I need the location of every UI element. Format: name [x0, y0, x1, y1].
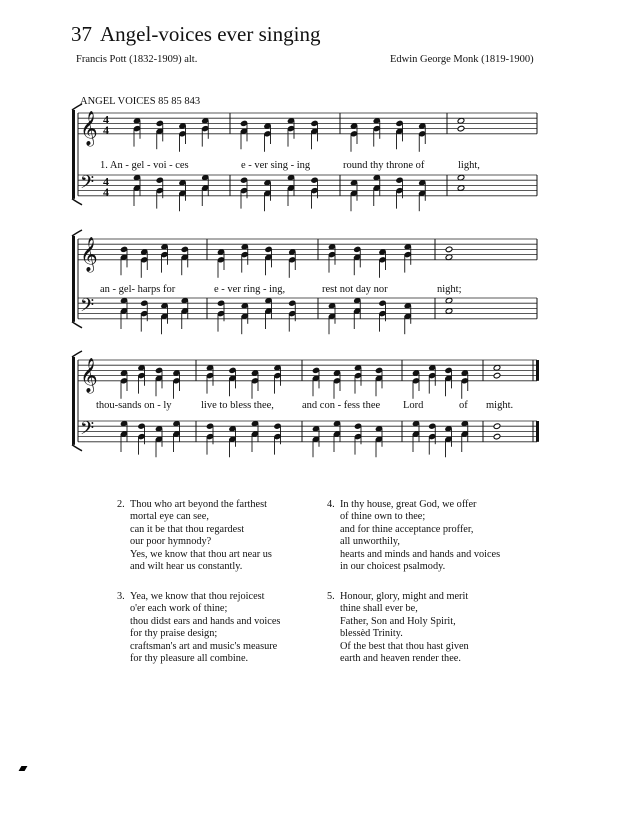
- verse-number: 2.: [117, 499, 125, 510]
- lyric-phrase: an - gel- harps for: [100, 284, 176, 295]
- verse-line: 3. Yea, we know that thou rejoicest: [117, 591, 265, 602]
- verse-line: and for thine acceptance proffer,: [340, 523, 474, 535]
- verse-line: 4. In thy house, great God, we offer: [327, 499, 477, 510]
- verse-number: 4.: [327, 499, 335, 510]
- verse-line: for thy pleasure all combine.: [130, 653, 249, 665]
- verse-line: o'er each work of thine;: [130, 603, 228, 615]
- lyric-phrase: might.: [486, 400, 514, 411]
- verse-line: all unworthily,: [340, 536, 400, 548]
- verse-line: 2. Thou who art beyond the farthest: [117, 499, 267, 510]
- lyric-phrase: Lord: [403, 400, 424, 411]
- svg-text:𝄞: 𝄞: [80, 236, 98, 272]
- hymn-title: Angel-voices ever singing: [100, 22, 321, 46]
- lyric-phrase: e - ver sing - ing: [241, 160, 311, 171]
- lyric-phrase: night;: [437, 284, 462, 295]
- verse-line: mortal eye can see,: [130, 511, 209, 523]
- svg-text:4: 4: [103, 122, 109, 137]
- verse-line: in our choicest psalmody.: [340, 561, 446, 573]
- verse-line: thou didst ears and hands and voices: [130, 615, 281, 627]
- verse-2: [117, 499, 272, 573]
- verse-line: can it be that thou regardest: [130, 523, 245, 535]
- verse-4: [327, 499, 500, 573]
- verse-line: Father, Son and Holy Spirit,: [340, 615, 456, 627]
- hymn-number: 37: [71, 22, 92, 46]
- verse-line: craftsman's art and music's measure: [130, 640, 278, 652]
- verse-line: our poor hymnody?: [130, 536, 212, 548]
- scan-mark: [19, 766, 28, 771]
- verse-line: blessèd Trinity.: [340, 628, 403, 640]
- verse-line: thine shall ever be,: [340, 603, 418, 615]
- lyric-phrase: thou-sands on - ly: [96, 400, 172, 411]
- lyric-phrase: rest not day nor: [322, 284, 388, 295]
- lyric-phrase: round thy throne of: [343, 160, 425, 171]
- svg-text:𝄞: 𝄞: [80, 110, 98, 146]
- svg-text:4: 4: [103, 112, 109, 127]
- svg-text:𝄢: 𝄢: [80, 172, 95, 198]
- verse-line: Of the best that thou hast given: [340, 640, 469, 652]
- svg-text:𝄢: 𝄢: [80, 295, 95, 321]
- svg-text:4: 4: [103, 174, 109, 189]
- svg-text:𝄞: 𝄞: [80, 357, 98, 393]
- verse-line: 5. Honour, glory, might and merit: [327, 591, 469, 602]
- verse-line: Yes, we know that thou art near us: [130, 548, 272, 560]
- lyric-phrase: of: [459, 400, 468, 411]
- words-credit: Francis Pott (1832-1909) alt.: [76, 54, 198, 65]
- verse-line: of thine own to thee;: [340, 511, 426, 523]
- verse-line: and wilt hear us constantly.: [130, 561, 243, 573]
- svg-text:4: 4: [103, 184, 109, 199]
- score-system: [72, 104, 537, 211]
- verse-line: hearts and minds and hands and voices: [340, 548, 501, 560]
- lyric-phrase: light,: [458, 160, 480, 171]
- lyric-phrase: and con - fess thee: [302, 400, 381, 411]
- verse-3: [117, 591, 280, 665]
- music-credit: Edwin George Monk (1819-1900): [390, 54, 534, 65]
- verse-5: [327, 591, 469, 665]
- lyric-phrase: e - ver ring - ing,: [214, 284, 286, 295]
- verse-number: 3.: [117, 591, 125, 602]
- score-system: [72, 230, 537, 334]
- lyric-phrase: live to bless thee,: [201, 400, 274, 411]
- verse-line: earth and heaven render thee.: [340, 653, 461, 665]
- svg-text:𝄢: 𝄢: [80, 418, 95, 444]
- verse-number: 5.: [327, 591, 335, 602]
- lyric-phrase: 1. An - gel - voi - ces: [100, 160, 189, 171]
- tune-name: ANGEL VOICES 85 85 843: [80, 96, 201, 107]
- verse-line: for thy praise design;: [130, 628, 218, 640]
